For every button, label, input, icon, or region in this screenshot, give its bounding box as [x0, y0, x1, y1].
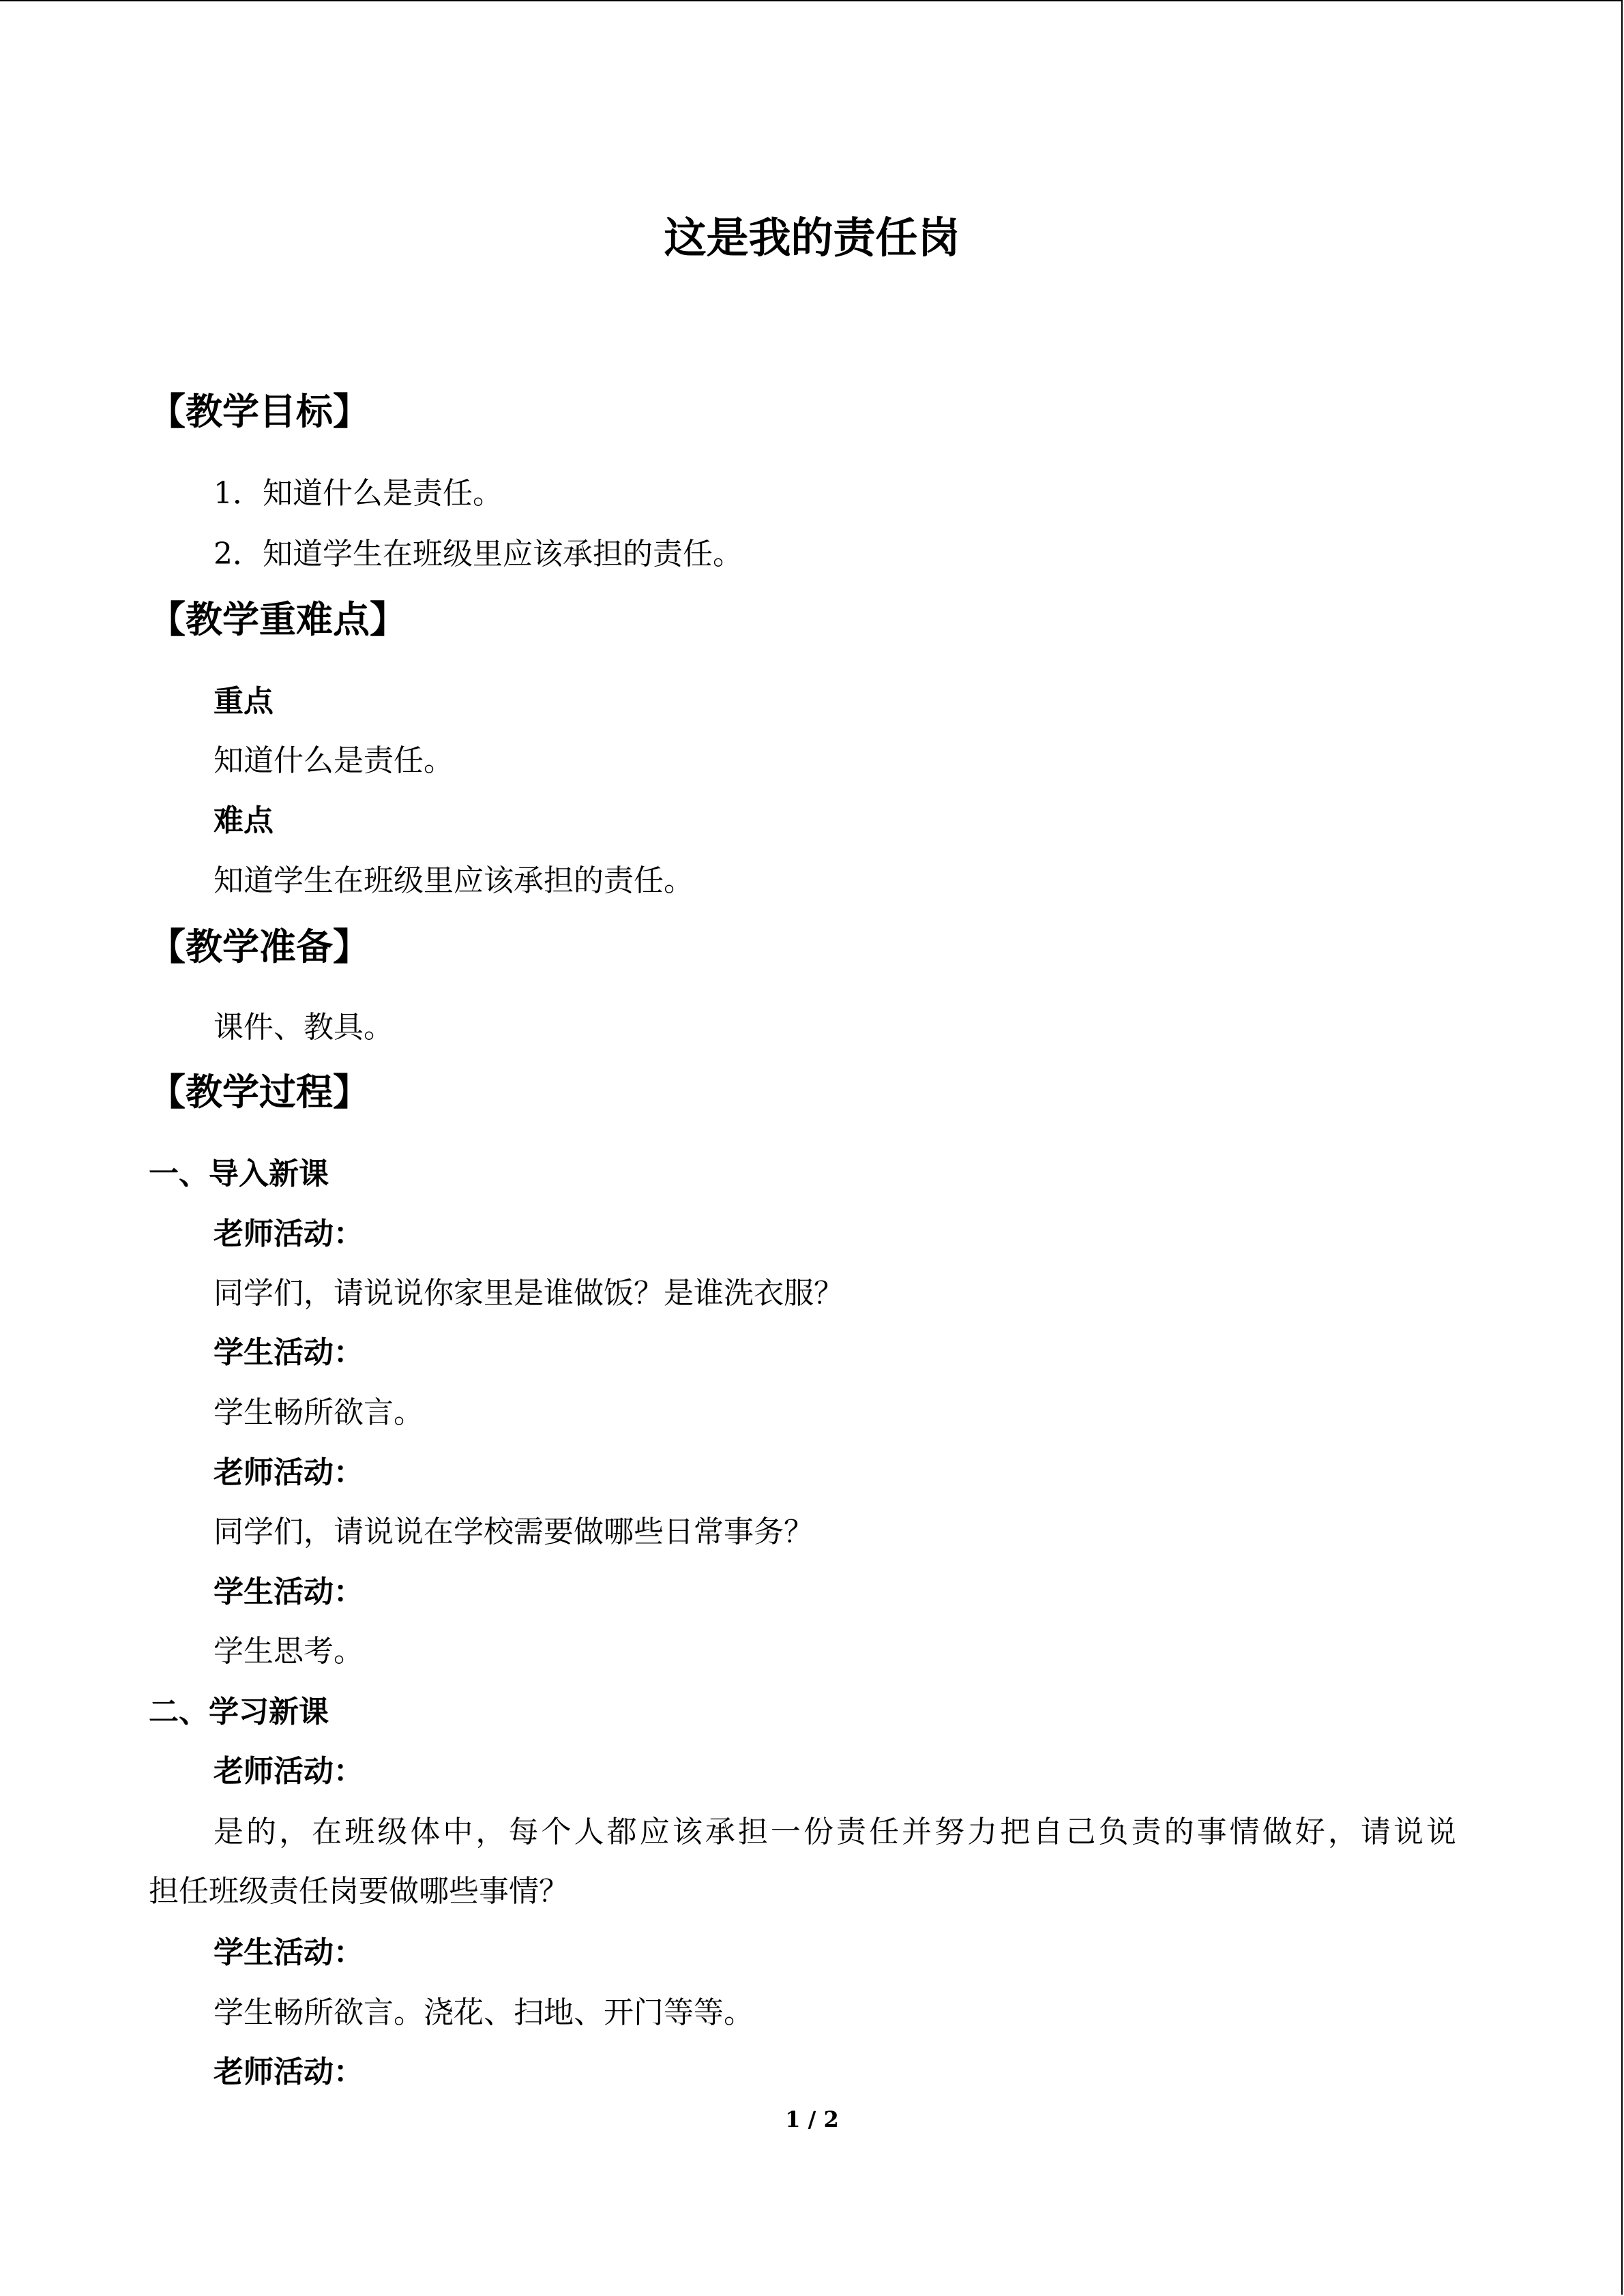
- document-title: 这是我的责任岗: [664, 213, 960, 263]
- part1-title: 一、导入新课: [149, 1157, 329, 1191]
- heading-preparation: 【教学准备】: [149, 925, 370, 968]
- part2-teacher-label-1: 老师活动：: [213, 1754, 364, 1789]
- focus-text: 知道什么是责任。: [213, 743, 454, 778]
- part1-teacher-label-1: 老师活动：: [213, 1217, 364, 1251]
- page-number: 1 / 2: [785, 2106, 839, 2132]
- part2-teacher-text-1-line1: 是的，在班级体中，每个人都应该承担一份责任并努力把自己负责的事情做好，请说说: [213, 1815, 1456, 1849]
- part2-teacher-text-1-line2: 担任班级责任岗要做哪些事情？: [149, 1874, 569, 1909]
- part2-teacher-label-2: 老师活动：: [213, 2055, 364, 2089]
- part2-title: 二、学习新课: [149, 1695, 329, 1729]
- preparation-text: 课件、教具。: [213, 1010, 394, 1045]
- part1-student-text-2: 学生思考。: [213, 1634, 364, 1669]
- part1-student-text-1: 学生畅所欲言。: [213, 1395, 424, 1430]
- part2-student-text-1: 学生畅所欲言。浇花、扫地、开门等等。: [213, 1995, 754, 2030]
- part2-student-label-1: 学生活动：: [213, 1935, 364, 1970]
- heading-key-points: 【教学重难点】: [149, 597, 407, 641]
- heading-process: 【教学过程】: [149, 1070, 370, 1114]
- heading-goals: 【教学目标】: [149, 389, 370, 433]
- part1-teacher-label-2: 老师活动：: [213, 1455, 364, 1490]
- goal-item-1: 1．知道什么是责任。: [213, 476, 503, 511]
- part1-teacher-text-1: 同学们，请说说你家里是谁做饭？是谁洗衣服？: [213, 1276, 844, 1311]
- goal-item-2: 2．知道学生在班级里应该承担的责任。: [213, 537, 743, 571]
- part1-student-label-1: 学生活动：: [213, 1335, 364, 1370]
- part1-student-label-2: 学生活动：: [213, 1575, 364, 1609]
- difficulty-label: 难点: [213, 803, 274, 838]
- difficulty-text: 知道学生在班级里应该承担的责任。: [213, 863, 694, 898]
- part1-teacher-text-2: 同学们，请说说在学校需要做哪些日常事务？: [213, 1515, 814, 1549]
- focus-label: 重点: [213, 684, 274, 719]
